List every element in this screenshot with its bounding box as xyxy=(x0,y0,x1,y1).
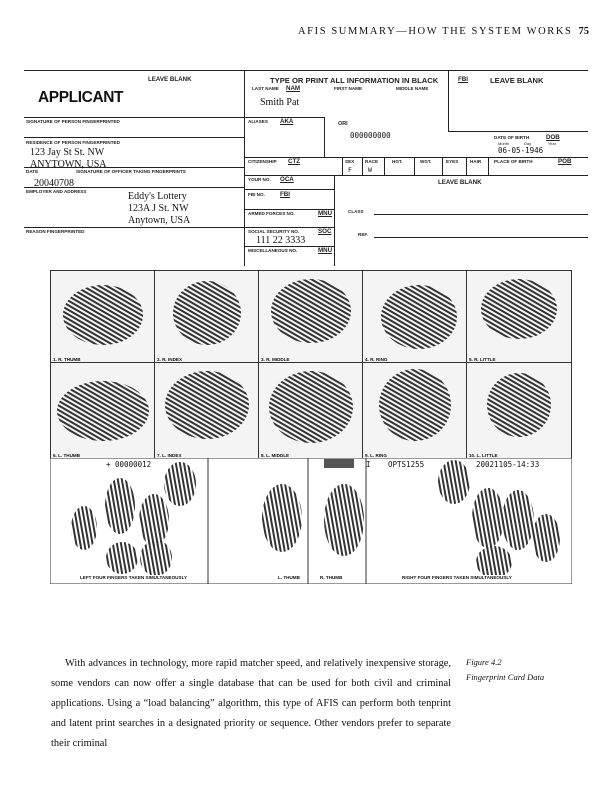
finger-label: 4. R. RING xyxy=(365,357,388,362)
stamp-left: + 00000012 xyxy=(106,460,152,469)
day-label: Day xyxy=(524,141,532,146)
fbi-no-label: FBI NO. xyxy=(248,192,265,197)
stamp-id: OPTS1255 xyxy=(388,460,425,469)
leave-blank-label: LEAVE BLANK xyxy=(148,76,192,83)
left-thumb-label: L. THUMB xyxy=(278,575,300,580)
type-or-print-heading: TYPE OR PRINT ALL INFORMATION IN BLACK xyxy=(270,76,439,85)
running-header xyxy=(298,26,589,37)
signature-officer-label: SIGNATURE OF OFFICER TAKING FINGERPRINTS xyxy=(76,169,186,174)
race-label: RACE xyxy=(365,159,379,164)
residence-line-2: ANYTOWN, USA xyxy=(30,159,107,170)
oca-code: OCA xyxy=(280,176,294,183)
middle-name-label: MIDDLE NAME xyxy=(396,86,429,91)
first-name-label: FIRST NAME xyxy=(334,86,363,91)
wgt-label: WGT. xyxy=(420,159,432,164)
fbi-code: FBI xyxy=(280,191,290,198)
fingerprint-image xyxy=(155,363,259,459)
page-number: 75 xyxy=(578,26,589,37)
name-value: Smith Pat xyxy=(260,97,300,108)
last-name-label: LAST NAME xyxy=(252,86,279,91)
body-text xyxy=(51,654,451,754)
finger-label: 1. R. THUMB xyxy=(53,357,81,362)
stamp-time: 20021105-14:33 xyxy=(476,460,540,469)
hgt-label: HGT. xyxy=(392,159,403,164)
ori-value: 000000000 xyxy=(350,131,391,140)
sex-label: SEX xyxy=(345,159,355,164)
fingerprint-card-form xyxy=(24,70,588,266)
right-thumb-label: R. THUMB xyxy=(320,575,343,580)
right-four-label: RIGHT FOUR FINGERS TAKEN SIMULTANEOUSLY xyxy=(402,575,512,580)
finger-cell xyxy=(362,362,468,460)
date-label: DATE xyxy=(26,169,39,174)
signature-person-label: SIGNATURE OF PERSON FINGERPRINTED xyxy=(26,119,120,124)
citizenship-label: CITIZENSHIP xyxy=(248,159,277,164)
figure-number: Figure 4.2 xyxy=(466,657,502,667)
employer-line-3: Anytown, USA xyxy=(128,215,191,226)
finger-cell xyxy=(466,362,572,460)
mnu-code: MNU xyxy=(318,247,333,254)
finger-cell xyxy=(50,362,156,460)
leave-blank-label: LEAVE BLANK xyxy=(490,76,544,85)
ori-label: ORI xyxy=(338,121,348,127)
class-label: CLASS xyxy=(348,209,364,214)
month-label: Month xyxy=(498,141,510,146)
fingerprint-image xyxy=(51,363,155,459)
aliases-label: ALIASES xyxy=(248,119,268,124)
finger-label: 5. R. LITTLE xyxy=(469,357,496,362)
fingerprint-image xyxy=(259,271,363,363)
applicant-title: APPLICANT xyxy=(38,89,124,106)
sex-value: F xyxy=(348,166,352,174)
finger-cell xyxy=(466,270,572,364)
your-no-label: YOUR NO. xyxy=(248,177,271,182)
plain-impressions xyxy=(50,458,572,584)
leave-blank-label: LEAVE BLANK xyxy=(438,179,482,186)
aka-code: AKA xyxy=(280,118,294,125)
finger-cell xyxy=(50,270,156,364)
armed-forces-label: ARMED FORCES NO. xyxy=(248,211,295,216)
race-value: W xyxy=(368,166,372,174)
pob-label: PLACE OF BIRTH xyxy=(494,159,533,164)
figure-title: Fingerprint Card Data xyxy=(466,672,545,682)
finger-cell xyxy=(362,270,468,364)
fingerprint-image xyxy=(51,271,155,363)
soc-code: SOC xyxy=(318,228,332,235)
employer-label: EMPLOYER AND ADDRESS xyxy=(26,189,87,194)
fingerprint-image xyxy=(467,363,571,459)
mnu-code: MNU xyxy=(318,210,333,217)
ssn-label: SOCIAL SECURITY NO. xyxy=(248,229,300,234)
finger-label: 10. L. LITTLE xyxy=(469,453,498,458)
finger-label: 3. R. MIDDLE xyxy=(261,357,290,362)
year-label: Year xyxy=(548,141,557,146)
figure-caption xyxy=(466,655,544,685)
finger-label: 9. L. RING xyxy=(365,453,387,458)
fingerprint-image xyxy=(467,271,571,363)
ctz-code: CTZ xyxy=(288,158,301,165)
finger-cell xyxy=(258,362,364,460)
finger-label: 2. R. INDEX xyxy=(157,357,183,362)
misc-label: MISCELLANEOUS NO. xyxy=(248,248,298,253)
eyes-label: EYES xyxy=(446,159,459,164)
dob-value: 06-05-1946 xyxy=(498,146,544,155)
rolled-prints-grid xyxy=(50,270,572,458)
finger-cell xyxy=(154,270,260,364)
residence-label: RESIDENCE OF PERSON FINGERPRINTED xyxy=(26,140,120,145)
fingerprint-image xyxy=(259,363,363,459)
body-paragraph: With advances in technology, more rapid matcher speed, and relatively inexpensive storage, some vendors can now offer a single database that can be used for both civil and criminal applications. Using a “load balancing” algorithm, this type of AFIS can perform both tenprint and latent print searches in a designated priority or sequence. Other vendors prefer to separate their criminal xyxy=(51,658,451,749)
finger-label: 8. L. MIDDLE xyxy=(261,453,290,458)
finger-cell xyxy=(154,362,260,460)
ref-label: REF. xyxy=(358,232,368,237)
date-value: 20040708 xyxy=(34,178,74,189)
pob-code: POB xyxy=(558,158,572,165)
finger-label: 7. L. INDEX xyxy=(157,453,182,458)
residence-line-1: 123 Jay St St. NW xyxy=(30,147,105,158)
ssn-value: 111 22 3333 xyxy=(256,235,306,246)
running-title: AFIS SUMMARY—HOW THE SYSTEM WORKS xyxy=(297,26,573,37)
reason-label: REASON FINGERPRINTED xyxy=(26,229,85,234)
stamp-mid: I xyxy=(366,460,371,469)
fingerprint-image xyxy=(155,271,259,363)
employer-line-1: Eddy's Lottery xyxy=(128,191,187,202)
fbi-label: FBI xyxy=(458,76,468,83)
redaction-block xyxy=(324,459,354,468)
finger-cell xyxy=(258,270,364,364)
hair-label: HAIR xyxy=(470,159,482,164)
employer-line-2: 123A J St. NW xyxy=(128,203,189,214)
fingerprint-image xyxy=(363,271,467,363)
dob-code: DOB xyxy=(546,134,560,141)
left-four-label: LEFT FOUR FINGERS TAKEN SIMULTANEOUSLY xyxy=(80,575,188,580)
nam-code: NAM xyxy=(286,85,301,92)
finger-label: 6. L. THUMB xyxy=(53,453,81,458)
fingerprint-image xyxy=(363,363,467,459)
plain-prints-image xyxy=(50,458,572,584)
dob-label: DATE OF BIRTH xyxy=(494,135,530,140)
